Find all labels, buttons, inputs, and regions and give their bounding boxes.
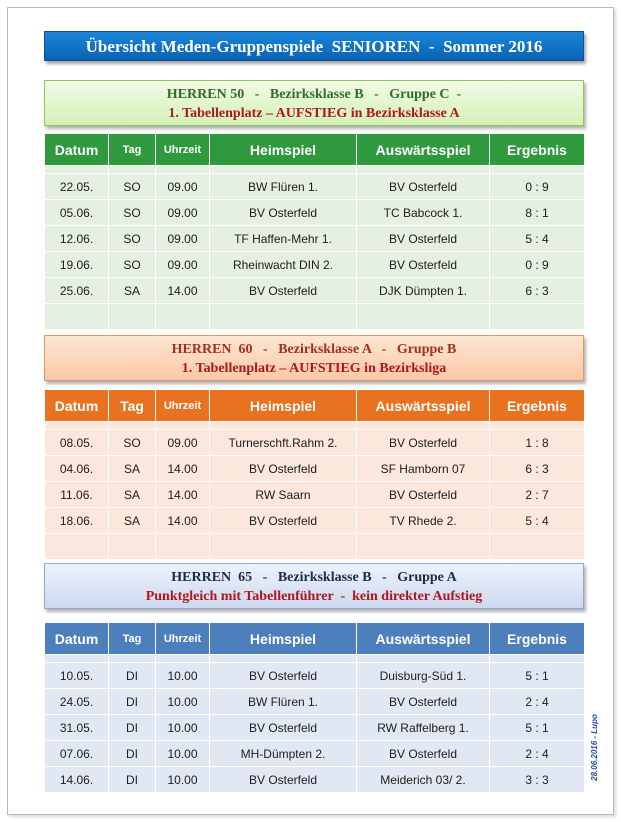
column-header-uhrzeit: Uhrzeit (156, 623, 210, 655)
table-row (45, 715, 585, 741)
column-header-ergebnis: Ergebnis (490, 134, 585, 166)
table-row (45, 278, 585, 304)
results-table-herren-65 (44, 622, 585, 793)
cell-uhrzeit: 14.00 (156, 508, 210, 534)
section-title: HERREN 50 - Bezirksklasse B - Gruppe C - (166, 87, 462, 102)
section-subtitle: 1. Tabellenplatz – AUFSTIEG in Bezirksliga (181, 361, 447, 376)
cell-auswaertsspiel: BV Osterfeld (357, 226, 490, 252)
section-title: HERREN 65 - Bezirksklasse B - Gruppe A (171, 570, 457, 585)
cell-uhrzeit: 14.00 (156, 482, 210, 508)
cell-tag: DI (109, 663, 156, 689)
cell-ergebnis: 6 : 3 (490, 456, 585, 482)
cell-ergebnis (490, 304, 585, 330)
cell-tag: DI (109, 715, 156, 741)
cell-datum: 12.06. (45, 226, 109, 252)
cell-uhrzeit: 09.00 (156, 200, 210, 226)
cell-datum: 24.05. (45, 689, 109, 715)
table-row (45, 200, 585, 226)
cell-auswaertsspiel: BV Osterfeld (357, 741, 490, 767)
cell-heimspiel: BW Flüren 1. (210, 174, 357, 200)
cell-heimspiel (210, 304, 357, 330)
cell-heimspiel: BV Osterfeld (210, 456, 357, 482)
cell-tag: SO (109, 174, 156, 200)
section-subtitle: 1. Tabellenplatz – AUFSTIEG in Bezirksklasse A (168, 106, 460, 121)
cell-auswaertsspiel: Meiderich 03/ 2. (357, 767, 490, 793)
cell-tag: SA (109, 482, 156, 508)
cell-datum: 08.05. (45, 430, 109, 456)
cell-heimspiel (210, 534, 357, 560)
table-row (45, 689, 585, 715)
table-row-empty (45, 534, 585, 560)
cell-heimspiel: BV Osterfeld (210, 278, 357, 304)
cell-uhrzeit (156, 534, 210, 560)
table-row (45, 174, 585, 200)
section-header-herren-65 (44, 563, 584, 609)
cell-auswaertsspiel: DJK Dümpten 1. (357, 278, 490, 304)
cell-tag: SO (109, 252, 156, 278)
cell-uhrzeit: 10.00 (156, 715, 210, 741)
column-header-ergebnis: Ergebnis (490, 390, 585, 422)
cell-uhrzeit: 14.00 (156, 278, 210, 304)
table-header-row (45, 623, 585, 655)
cell-tag: SO (109, 226, 156, 252)
column-header-heimspiel: Heimspiel (210, 134, 357, 166)
table-row-empty (45, 304, 585, 330)
cell-ergebnis (490, 534, 585, 560)
spacer-row (45, 655, 585, 663)
cell-tag: SO (109, 430, 156, 456)
column-header-auswaertsspiel: Auswärtsspiel (357, 390, 490, 422)
results-table-herren-50 (44, 133, 585, 330)
column-header-datum: Datum (45, 134, 109, 166)
cell-ergebnis: 1 : 8 (490, 430, 585, 456)
cell-uhrzeit: 09.00 (156, 226, 210, 252)
cell-ergebnis: 5 : 1 (490, 715, 585, 741)
table-row (45, 663, 585, 689)
cell-uhrzeit: 09.00 (156, 174, 210, 200)
cell-datum: 05.06. (45, 200, 109, 226)
cell-heimspiel: TF Haffen-Mehr 1. (210, 226, 357, 252)
column-header-tag: Tag (109, 623, 156, 655)
cell-datum: 31.05. (45, 715, 109, 741)
cell-uhrzeit: 10.00 (156, 741, 210, 767)
cell-tag (109, 304, 156, 330)
cell-ergebnis: 0 : 9 (490, 252, 585, 278)
cell-auswaertsspiel: BV Osterfeld (357, 689, 490, 715)
cell-tag (109, 534, 156, 560)
cell-heimspiel: BV Osterfeld (210, 663, 357, 689)
cell-uhrzeit: 09.00 (156, 252, 210, 278)
cell-ergebnis: 2 : 4 (490, 741, 585, 767)
column-header-uhrzeit: Uhrzeit (156, 134, 210, 166)
cell-heimspiel: BV Osterfeld (210, 767, 357, 793)
cell-ergebnis: 5 : 4 (490, 508, 585, 534)
cell-auswaertsspiel: TC Babcock 1. (357, 200, 490, 226)
column-header-auswaertsspiel: Auswärtsspiel (357, 134, 490, 166)
cell-auswaertsspiel: BV Osterfeld (357, 174, 490, 200)
section-header-herren-60 (44, 335, 584, 381)
section-header-herren-50 (44, 80, 584, 126)
table-row (45, 456, 585, 482)
cell-heimspiel: BV Osterfeld (210, 200, 357, 226)
table-header-row (45, 390, 585, 422)
cell-ergebnis: 6 : 3 (490, 278, 585, 304)
cell-uhrzeit (156, 304, 210, 330)
column-header-ergebnis: Ergebnis (490, 623, 585, 655)
table-row (45, 430, 585, 456)
cell-auswaertsspiel: TV Rhede 2. (357, 508, 490, 534)
cell-datum: 14.06. (45, 767, 109, 793)
cell-datum: 18.06. (45, 508, 109, 534)
cell-datum: 10.05. (45, 663, 109, 689)
column-header-datum: Datum (45, 623, 109, 655)
results-table-herren-60 (44, 389, 585, 560)
cell-tag: SA (109, 278, 156, 304)
cell-heimspiel: Turnerschft.Rahm 2. (210, 430, 357, 456)
table-row (45, 741, 585, 767)
cell-uhrzeit: 14.00 (156, 456, 210, 482)
table-row (45, 482, 585, 508)
cell-tag: SA (109, 456, 156, 482)
cell-datum (45, 534, 109, 560)
cell-heimspiel: MH-Dümpten 2. (210, 741, 357, 767)
cell-ergebnis: 3 : 3 (490, 767, 585, 793)
cell-datum: 07.06. (45, 741, 109, 767)
cell-ergebnis: 5 : 4 (490, 226, 585, 252)
cell-auswaertsspiel (357, 534, 490, 560)
cell-uhrzeit: 09.00 (156, 430, 210, 456)
table-row (45, 226, 585, 252)
cell-tag: DI (109, 689, 156, 715)
cell-auswaertsspiel: SF Hamborn 07 (357, 456, 490, 482)
cell-datum: 11.06. (45, 482, 109, 508)
cell-uhrzeit: 10.00 (156, 767, 210, 793)
cell-auswaertsspiel: RW Raffelberg 1. (357, 715, 490, 741)
cell-uhrzeit: 10.00 (156, 689, 210, 715)
cell-tag: SA (109, 508, 156, 534)
cell-auswaertsspiel: BV Osterfeld (357, 252, 490, 278)
cell-auswaertsspiel: Duisburg-Süd 1. (357, 663, 490, 689)
column-header-auswaertsspiel: Auswärtsspiel (357, 623, 490, 655)
cell-tag: SO (109, 200, 156, 226)
cell-datum: 04.06. (45, 456, 109, 482)
cell-heimspiel: RW Saarn (210, 482, 357, 508)
table-row (45, 767, 585, 793)
cell-ergebnis: 2 : 7 (490, 482, 585, 508)
cell-tag: DI (109, 767, 156, 793)
column-header-tag: Tag (109, 134, 156, 166)
section-title: HERREN 60 - Bezirksklasse A - Gruppe B (171, 342, 457, 357)
cell-tag: DI (109, 741, 156, 767)
cell-heimspiel: BV Osterfeld (210, 715, 357, 741)
column-header-tag: Tag (109, 390, 156, 422)
cell-datum: 25.06. (45, 278, 109, 304)
cell-auswaertsspiel (357, 304, 490, 330)
cell-datum: 22.05. (45, 174, 109, 200)
date-author-text: 28.06.2016 - Lupo (589, 713, 599, 781)
date-author-note (584, 702, 604, 792)
cell-ergebnis: 8 : 1 (490, 200, 585, 226)
cell-ergebnis: 0 : 9 (490, 174, 585, 200)
column-header-heimspiel: Heimspiel (210, 623, 357, 655)
page-title: Übersicht Meden-Gruppenspiele SENIOREN - Sommer 2016 (44, 31, 584, 61)
column-header-datum: Datum (45, 390, 109, 422)
cell-heimspiel: Rheinwacht DIN 2. (210, 252, 357, 278)
cell-ergebnis: 5 : 1 (490, 663, 585, 689)
table-row (45, 508, 585, 534)
cell-heimspiel: BW Flüren 1. (210, 689, 357, 715)
table-row (45, 252, 585, 278)
cell-ergebnis: 2 : 4 (490, 689, 585, 715)
table-header-row (45, 134, 585, 166)
cell-uhrzeit: 10.00 (156, 663, 210, 689)
column-header-heimspiel: Heimspiel (210, 390, 357, 422)
cell-datum (45, 304, 109, 330)
cell-heimspiel: BV Osterfeld (210, 508, 357, 534)
cell-auswaertsspiel: BV Osterfeld (357, 482, 490, 508)
section-subtitle: Punktgleich mit Tabellenführer - kein direkter Aufstieg (145, 589, 483, 604)
spacer-row (45, 422, 585, 430)
cell-datum: 19.06. (45, 252, 109, 278)
spacer-row (45, 166, 585, 174)
column-header-uhrzeit: Uhrzeit (156, 390, 210, 422)
cell-auswaertsspiel: BV Osterfeld (357, 430, 490, 456)
